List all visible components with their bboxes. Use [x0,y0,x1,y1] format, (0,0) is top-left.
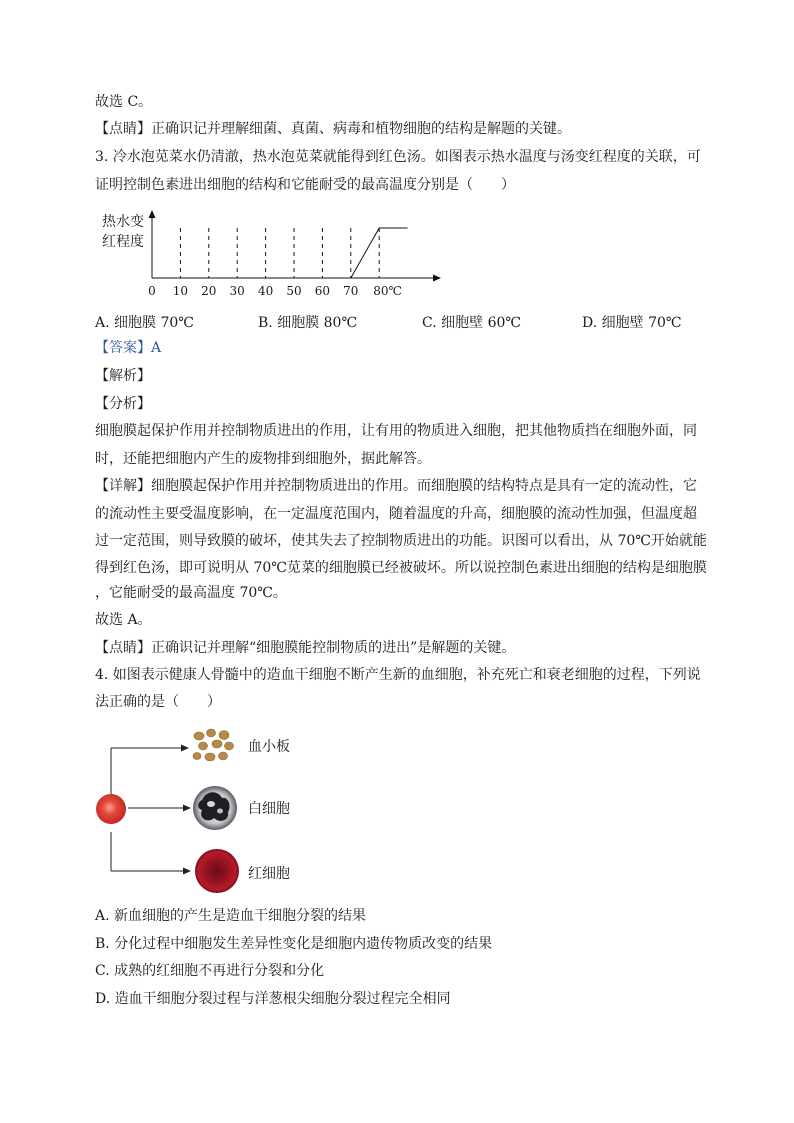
detail-text: ，它能耐受的最高温度 70℃。 [95,585,287,601]
text-line: 故选 A。 [95,612,152,628]
chart-tick-label: 70 [343,284,359,298]
x-axis-arrow [433,275,441,282]
detail-text: 【详解】细胞膜起保护作用并控制物质进出的作用。而细胞膜的结构特点是具有一定的流动性，它 [95,478,697,494]
chart-tick-label: 80℃ [373,284,402,298]
question-3-stem: 证明控制色素进出细胞的结构和它能耐受的最高温度分别是（ ） [95,177,515,193]
analysis-tag: 【解析】 [95,368,151,384]
analysis-text: 细胞膜起保护作用并控制物质进出的作用，让有用的物质进入细胞，把其他物质挡在细胞外面，同 [95,423,697,439]
chart-tick-label: 30 [229,284,245,298]
chart-tick-label: 0 [148,284,156,298]
red-blood-cell-label: 红细胞 [248,866,290,882]
question-3-choices [95,312,715,332]
detail-text: 过一定范围，则导致膜的破坏，使其失去了控制物质进出的功能。识图可以看出，从 70℃开始就能 [95,533,707,549]
choice-b[interactable]: B. 细胞膜 80℃ [258,315,358,331]
question-3-stem: 3. 冷水泡苋菜水仍清澈，热水泡苋菜就能得到红色汤。如图表示热水温度与汤变红程度的关联，可 [95,149,701,165]
chart-tick-label: 50 [286,284,302,298]
choice-d[interactable]: D. 细胞壁 70℃ [582,315,682,331]
choice-a[interactable]: A. 细胞膜 70℃ [95,315,194,331]
text-line: 故选 C。 [95,94,153,110]
platelet-image [193,729,234,761]
chart-ylabel: 热水变 [102,214,144,230]
text-line: 【点睛】正确识记并理解细菌、真菌、病毒和植物细胞的结构是解题的关键。 [95,121,571,137]
detail-text: 得到红色汤，即可说明从 70℃苋菜的细胞膜已经被破坏。所以说控制色素进出细胞的结构是细胞膜 [95,560,707,576]
red-blood-cell-image [195,849,239,893]
choice-c[interactable]: C. 细胞壁 60℃ [422,315,522,331]
chart-tick-label: 20 [201,284,217,298]
option-b[interactable]: B. 分化过程中细胞发生差异性变化是细胞内遗传物质改变的结果 [95,936,493,952]
detail-text: 的流动性主要受温度影响，在一定温度范围内，随着温度的升高，细胞膜的流动性加强，但温度超 [95,506,697,522]
answer-tag: 【答案】A [95,340,162,356]
arrow-head [183,805,191,812]
analysis-text: 时，还能把细胞内产生的废物排到细胞外，据此解答。 [95,451,431,467]
y-axis-arrow [149,210,156,218]
chart-tick-label: 60 [314,284,331,298]
option-d[interactable]: D. 造血干细胞分裂过程与洋葱根尖细胞分裂过程完全相同 [95,991,451,1007]
temperature-redness-chart [95,208,455,300]
question-4-stem: 4. 如图表示健康人骨髓中的造血干细胞不断产生新的血细胞，补充死亡和衰老细胞的过程，下列说 [95,667,701,683]
arrow-head [181,745,189,752]
arrow-head [183,868,191,875]
white-blood-cell-image [193,786,237,830]
platelet-label: 血小板 [248,739,290,755]
chart-tick-label: 10 [172,284,189,298]
option-c[interactable]: C. 成熟的红细胞不再进行分裂和分化 [95,963,325,979]
option-a[interactable]: A. 新血细胞的产生是造血干细胞分裂的结果 [95,908,367,924]
analysis-subtag: 【分析】 [95,396,151,412]
text-line: 【点睛】正确识记并理解“细胞膜能控制物质的进出”是解题的关键。 [95,640,516,656]
chart-series-line [152,228,408,278]
chart-ylabel: 红程度 [102,234,144,250]
chart-tick-label: 40 [257,284,274,298]
stem-cell-image [96,794,126,824]
white-blood-cell-label: 白细胞 [248,801,290,817]
question-4-stem: 法正确的是（ ） [95,694,221,710]
